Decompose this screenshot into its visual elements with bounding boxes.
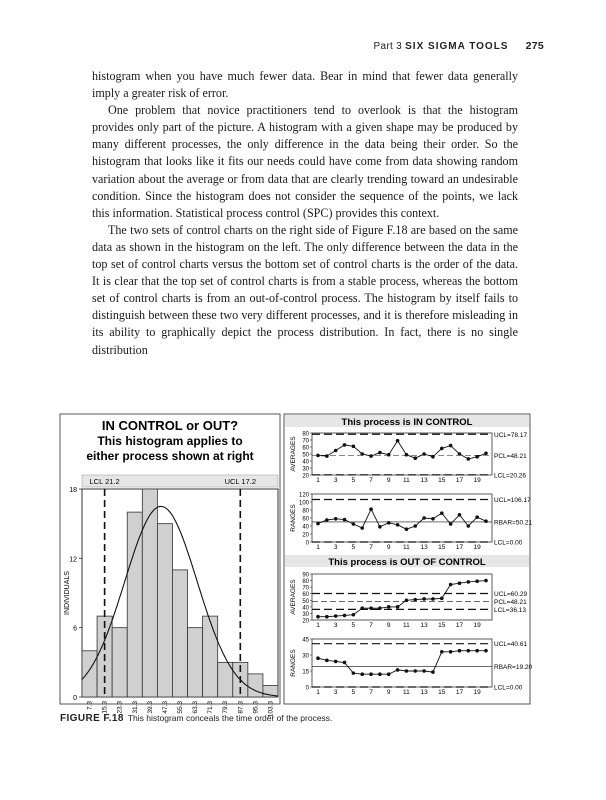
x-tick-label: 47.3 (161, 701, 169, 714)
data-point (396, 523, 400, 527)
y-tick-label: 20 (302, 532, 309, 539)
y-tick-label: 60 (302, 445, 309, 452)
y-tick-label: 100 (298, 500, 309, 507)
y-axis-label: AVERAGES (290, 436, 297, 472)
left-title: IN CONTROL or OUT? (101, 418, 239, 433)
data-point (431, 517, 435, 521)
x-tick-label: 103.3 (267, 701, 275, 718)
figure-caption (60, 713, 332, 724)
x-tick-label: 95.3 (252, 701, 260, 714)
control-line-label: LCL=0.00 (494, 684, 523, 692)
x-tick-label: 7 (369, 477, 373, 484)
data-point (378, 525, 382, 529)
y-tick-label: 80 (302, 579, 309, 586)
y-tick-label: 40 (302, 605, 309, 612)
x-tick-label: 1 (316, 477, 320, 484)
data-point (484, 649, 488, 653)
data-point (325, 659, 329, 663)
x-tick-label: 87.3 (237, 701, 245, 714)
y-tick-label: 60 (302, 592, 309, 599)
x-tick-label: 3 (333, 689, 338, 696)
data-point (405, 453, 409, 457)
data-point (352, 671, 356, 675)
data-point (458, 581, 462, 585)
x-tick-label: 15.3 (101, 701, 109, 714)
y-tick-label: 12 (69, 556, 77, 564)
data-point (484, 519, 488, 523)
control-line-label: LCL=36.13 (494, 606, 526, 614)
data-point (343, 443, 347, 447)
x-tick-label: 13 (420, 544, 428, 551)
caption-text: This histogram conceals the time order of the process. (127, 713, 333, 723)
page-number: 275 (525, 40, 544, 52)
x-tick-label: 7 (369, 622, 373, 629)
histogram-bar (142, 489, 157, 697)
y-tick-label: 20 (302, 618, 309, 625)
x-tick-label: 7 (369, 689, 373, 696)
data-point (396, 439, 400, 443)
y-tick-label: 80 (302, 431, 309, 438)
data-point (413, 456, 417, 460)
x-tick-label: 9 (386, 477, 391, 484)
x-tick-label: 5 (351, 689, 356, 696)
control-line-label: UCL=106.17 (494, 497, 531, 505)
data-point (360, 606, 364, 610)
control-line-label: UCL=78.17 (494, 431, 528, 439)
control-line-label: PCL=48.21 (494, 598, 527, 606)
chart-plot-area (312, 574, 492, 620)
x-tick-label: 15 (438, 622, 446, 629)
y-axis-label: AVERAGES (290, 579, 297, 615)
data-point (387, 453, 391, 457)
data-point (352, 522, 356, 526)
y-tick-label: 15 (302, 669, 309, 676)
y-tick-label: 120 (298, 492, 309, 499)
data-point (378, 672, 382, 676)
data-point (325, 615, 329, 619)
data-point (449, 444, 453, 448)
data-point (449, 522, 453, 526)
y-tick-label: 45 (302, 637, 309, 644)
x-tick-label: 55.3 (177, 701, 184, 714)
y-tick-label: 60 (302, 516, 309, 523)
data-point (422, 452, 426, 456)
x-tick-label: 19 (473, 477, 481, 484)
body-text (92, 68, 518, 359)
x-tick-label: 19 (473, 622, 481, 629)
data-point (458, 649, 462, 653)
data-point (440, 597, 444, 601)
data-point (343, 518, 347, 522)
y-axis-label: RANGES (290, 504, 297, 532)
histogram-bar (127, 512, 142, 697)
y-tick-label: 70 (302, 585, 309, 592)
y-tick-label: 0 (305, 685, 309, 692)
header-part: Part 3 (373, 41, 403, 52)
data-point (387, 605, 391, 609)
y-axis-label: RANGES (290, 649, 297, 677)
data-point (360, 526, 364, 530)
left-subtitle-1: This histogram applies to (97, 434, 243, 448)
y-tick-label: 40 (302, 524, 309, 531)
data-point (334, 614, 338, 618)
data-point (316, 656, 320, 660)
x-tick-label: 71.3 (207, 701, 215, 714)
data-point (467, 457, 471, 461)
data-point (387, 521, 391, 525)
data-point (440, 650, 444, 654)
data-point (369, 454, 373, 458)
x-tick-label: 17 (455, 477, 464, 484)
x-tick-label: 3 (333, 622, 338, 629)
paragraph-2: One problem that novice practitioners tend to overlook is that the histogram provides only part of the picture. A histogram with a given shape may be produced by many different processes, the only difference in the data being their order. So the histogram that looks like it fits our needs could have come from data showing random variation about the average or from data that are clearly trending toward an undesirable condition. Since the histogram does not consider the sequence of the points, we lack this information. Statistical process control (SPC) provides this context. (92, 103, 518, 220)
data-point (405, 598, 409, 602)
data-point (334, 449, 338, 453)
y-tick-label: 6 (73, 625, 77, 633)
control-chart-ranges-in-control (290, 493, 533, 552)
x-tick-label: 11 (403, 689, 410, 696)
x-tick-label: 3 (333, 544, 338, 551)
x-tick-label: 5 (351, 477, 356, 484)
data-point (413, 598, 417, 602)
histogram-bar (157, 524, 172, 697)
data-point (369, 606, 373, 610)
spec-line-label: UCL 17.2 (224, 477, 257, 486)
data-point (387, 672, 391, 676)
x-tick-label: 5 (351, 622, 356, 629)
control-line-label: LCL=20.26 (494, 472, 526, 480)
control-line-label: RBAR=19.20 (494, 664, 533, 672)
control-line-label: UCL=60.29 (494, 591, 528, 599)
data-point (458, 452, 462, 456)
x-tick-label: 17 (455, 544, 464, 551)
top-charts-title: This process is IN CONTROL (341, 417, 473, 428)
x-tick-label: 13 (420, 689, 428, 696)
x-tick-label: 11 (403, 477, 410, 484)
data-point (475, 649, 479, 653)
data-point (378, 606, 382, 610)
data-point (484, 452, 488, 456)
data-point (467, 580, 471, 584)
histogram-bar (248, 674, 263, 697)
data-point (325, 454, 329, 458)
data-point (316, 615, 320, 619)
data-point (352, 445, 356, 449)
x-tick-label: 3 (333, 477, 338, 484)
x-tick-label: 1 (316, 622, 320, 629)
x-tick-label: 17 (455, 689, 464, 696)
data-point (334, 517, 338, 521)
data-point (325, 518, 329, 522)
data-point (378, 451, 382, 455)
y-tick-label: 90 (302, 572, 309, 579)
histogram-bar (112, 628, 127, 697)
x-tick-label: 7.3 (86, 701, 94, 711)
data-point (360, 672, 364, 676)
data-point (422, 516, 426, 520)
histogram-chart (64, 475, 278, 717)
data-point (449, 583, 453, 587)
x-tick-label: 23.3 (116, 701, 124, 714)
y-tick-label: 40 (302, 459, 309, 466)
chart-plot-area (312, 494, 492, 542)
control-line-label: LCL=0.00 (494, 539, 523, 547)
x-tick-label: 39.3 (146, 701, 154, 714)
data-point (440, 511, 444, 515)
chart-plot-area (312, 433, 492, 475)
data-point (475, 455, 479, 459)
caption-label: FIGURE F.18 (60, 713, 124, 724)
y-tick-label: 50 (302, 598, 309, 605)
data-point (316, 454, 320, 458)
control-line-label: UCL=40.61 (494, 641, 528, 649)
bottom-charts-title: This process is OUT OF CONTROL (328, 557, 486, 568)
histogram-bar (82, 651, 97, 697)
header-section: SIX SIGMA TOOLS (405, 41, 509, 52)
data-point (396, 605, 400, 609)
running-header (374, 40, 544, 52)
data-point (422, 669, 426, 673)
control-line-label: RBAR=50.21 (494, 519, 533, 527)
data-point (360, 452, 364, 456)
y-tick-label: 30 (302, 466, 309, 473)
data-point (431, 455, 435, 459)
y-tick-label: 50 (302, 452, 309, 459)
data-point (369, 672, 373, 676)
x-tick-label: 1 (316, 689, 320, 696)
y-tick-label: 30 (302, 653, 309, 660)
x-tick-label: 11 (403, 622, 410, 629)
control-chart-ranges-out-of-control (290, 638, 533, 697)
data-point (431, 670, 435, 674)
data-point (475, 515, 479, 519)
x-tick-label: 9 (386, 544, 391, 551)
y-tick-label: 18 (69, 487, 77, 494)
x-tick-label: 13 (420, 477, 428, 484)
data-point (396, 668, 400, 672)
data-point (405, 527, 409, 531)
y-tick-label: 70 (302, 438, 309, 445)
x-tick-label: 9 (386, 689, 391, 696)
y-tick-label: 80 (302, 508, 309, 515)
control-line-label: PCL=48.21 (494, 452, 527, 460)
y-tick-label: 20 (302, 473, 309, 480)
x-tick-label: 79.3 (222, 701, 230, 714)
data-point (467, 649, 471, 653)
histogram-bar (172, 570, 187, 697)
x-tick-label: 19 (473, 689, 481, 696)
x-tick-label: 15 (438, 477, 446, 484)
data-point (458, 513, 462, 517)
histogram-bar (203, 616, 218, 697)
x-tick-label: 63.3 (192, 701, 200, 714)
y-tick-label: 0 (305, 540, 309, 547)
spec-line-label: LCL 21.2 (89, 477, 120, 486)
x-tick-label: 7 (369, 544, 373, 551)
x-tick-label: 17 (455, 622, 464, 629)
x-tick-label: 15 (438, 544, 446, 551)
data-point (352, 613, 356, 617)
chart-plot-area (312, 639, 492, 687)
x-tick-label: 19 (473, 544, 481, 551)
data-point (422, 597, 426, 601)
paragraph-3: The two sets of control charts on the right side of Figure F.18 are based on the same data as shown in the histogram on the left. The only difference between the data in the top set of control charts versus the bottom set of control charts is the order of the data. It is clear that the top set of control charts is from a stable process, whereas the bottom set of control charts is from an out-of-control process. The histogram by itself fails to distinguish between these two very different processes, and it is therefore misleading in its ability to graphically depict the process distribution. In fact, there is no single distribution (92, 222, 518, 357)
data-point (449, 650, 453, 654)
y-axis-label: INDIVIDUALS (64, 571, 71, 615)
y-tick-label: 30 (302, 611, 309, 618)
data-point (316, 522, 320, 526)
data-point (343, 661, 347, 665)
data-point (431, 597, 435, 601)
data-point (369, 507, 373, 511)
data-point (440, 447, 444, 451)
y-tick-label: 0 (73, 695, 77, 702)
paragraph-1: histogram when you have much fewer data. Bear in mind that fewer data generally imply a greater risk of error. (92, 69, 518, 101)
x-tick-label: 5 (351, 544, 356, 551)
x-tick-label: 1 (316, 544, 320, 551)
data-point (405, 669, 409, 673)
data-point (484, 579, 488, 583)
data-point (413, 669, 417, 673)
x-tick-label: 13 (420, 622, 428, 629)
data-point (334, 660, 338, 664)
data-point (343, 614, 347, 618)
data-point (475, 579, 479, 583)
left-subtitle-2: either process shown at right (86, 449, 254, 463)
x-tick-label: 31.3 (131, 701, 139, 714)
x-tick-label: 11 (403, 544, 410, 551)
x-tick-label: 9 (386, 622, 391, 629)
x-tick-label: 15 (438, 689, 446, 696)
histogram-bar (188, 628, 203, 697)
data-point (467, 524, 471, 528)
data-point (413, 524, 417, 528)
